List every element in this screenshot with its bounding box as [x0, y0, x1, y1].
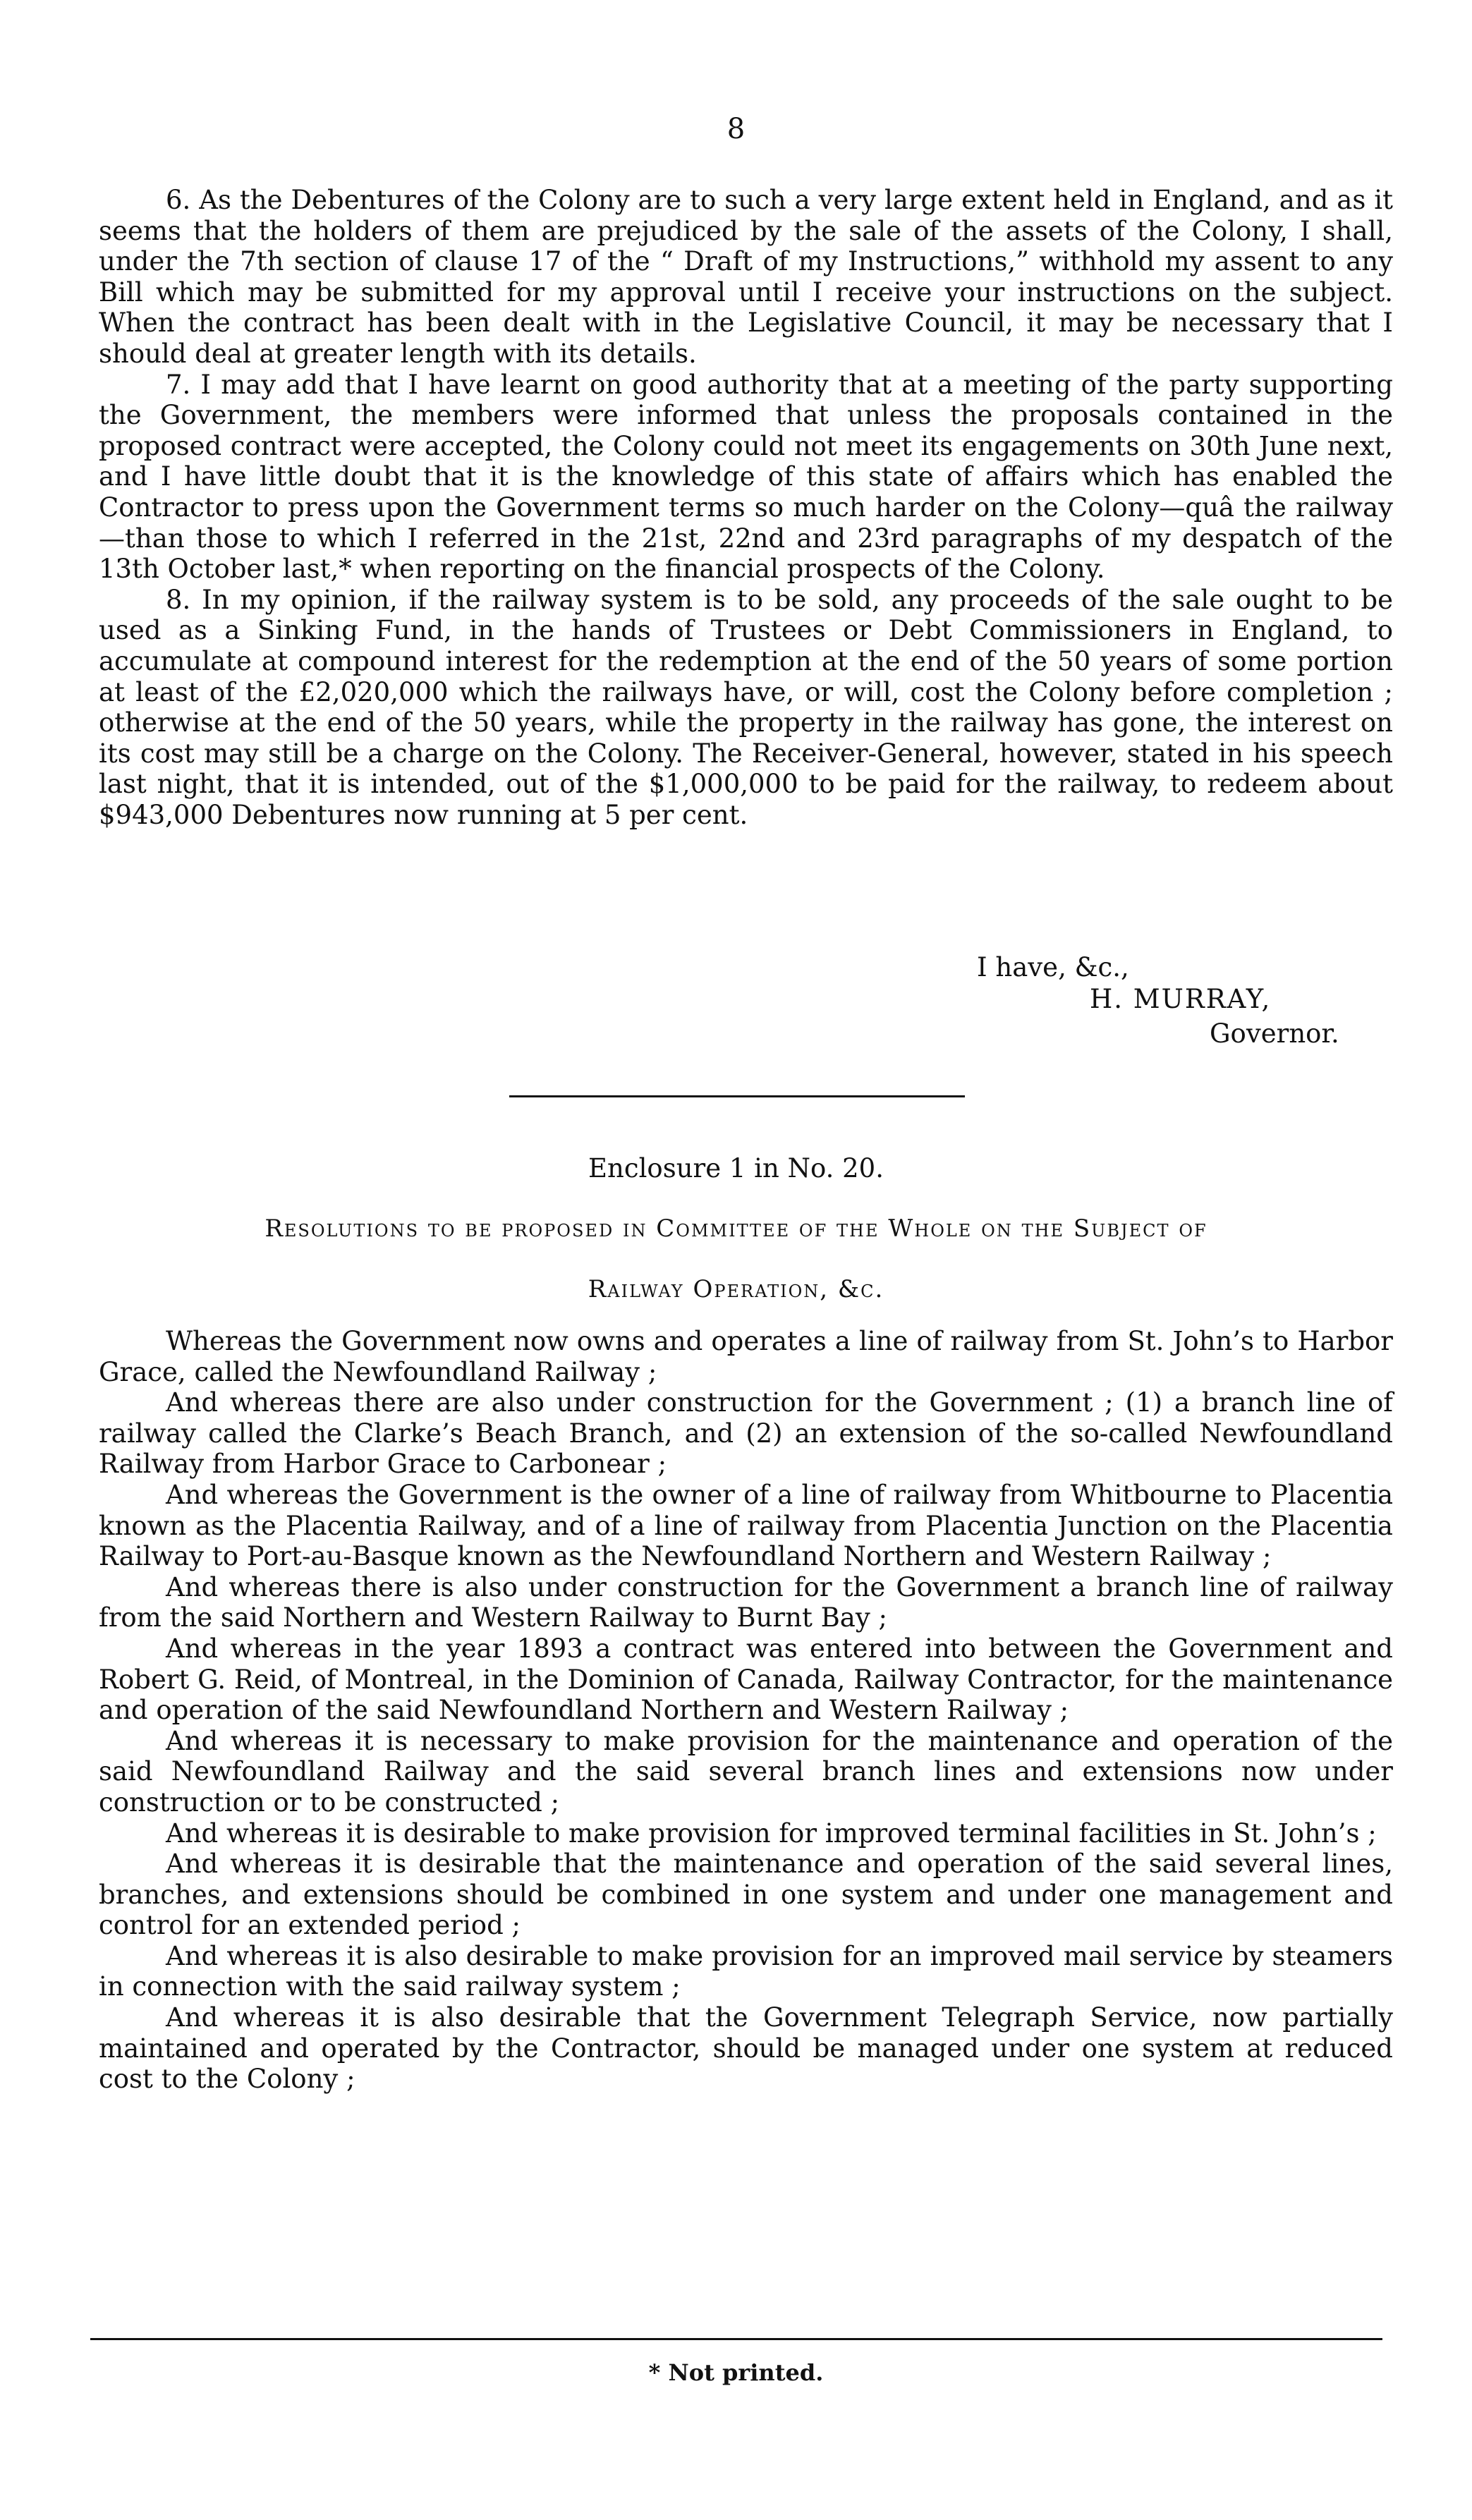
signatory-title: Governor. [1210, 1018, 1339, 1049]
page-number: 8 [726, 113, 746, 145]
resolution-paragraph: And whereas it is also desirable that the Government Telegraph Service, now partially maintained and operated by the Contractor, should be managed under one system at reduced cost to the Colony ; [99, 2002, 1393, 2095]
resolution-paragraph: And whereas in the year 1893 a contract was entered into between the Government and Robert G. Reid, of Montreal, in the Dominion of Canada, Railway Contractor, for the maintenance and operation of the said Newfoundland Northern and Western Railway ; [99, 1633, 1393, 1726]
paragraph-6: 6. As the Debentures of the Colony are to such a very large extent held in England, and as it seems that the holders of them are prejudiced by the sale of the assets of the Colony, I shall, under the 7th section of clause 17 of the “ Draft of my Instructions,” withhold my assent to any Bill which may be submitted for my approval until I receive your instructions on the subject. When the contract has been dealt with in the Legislative Council, it may be necessary that I should deal at greater length with its details. [99, 185, 1393, 369]
paragraph-8: 8. In my opinion, if the railway system is to be sold, any proceeds of the sale ought to be used as a Sinking Fund, in the hands of Trustees or Debt Commissioners in England, to accumulate at compound interest for the redemption at the end of the 50 years of some portion at least of the £2,020,000 which the railways have, or will, cost the Colony before completion ; otherwise at the end of the 50 years, while the property in the railway has gone, the interest on its cost may still be a charge on the Colony. The Receiver-General, however, stated in his speech last night, that it is intended, out of the $1,000,000 to be paid for the railway, to redeem about $943,000 Debentures now running at 5 per cent. [99, 584, 1393, 830]
section-divider [509, 1095, 965, 1097]
resolution-paragraph: And whereas it is desirable that the maintenance and operation of the said several lines, branches, and extensions should be combined in one system and under one management and control for an extended period ; [99, 1849, 1393, 1941]
valediction: I have, &c., [977, 952, 1129, 982]
paragraph-7: 7. I may add that I have learnt on good authority that at a meeting of the party supporting the Government, the members were informed that unless the proposals contained in the proposed contract were accepted, the Colony could not meet its engagements on 30th June next, and I have little doubt that it is the knowledge of this state of affairs which has enabled the Contractor to press upon the Government terms so much harder on the Colony—quâ the railway—than those to which I referred in the 21st, 22nd and 23rd paragraphs of my despatch of the 13th October last,* when reporting on the financial prospects of the Colony. [99, 369, 1393, 585]
signatory-name: H. MURRAY, [1090, 984, 1272, 1014]
resolution-paragraph: And whereas it is also desirable to make provision for an improved mail service by steamers in connection with the said railway system ; [99, 1940, 1393, 2002]
resolution-paragraph: Whereas the Government now owns and operates a line of railway from St. John’s to Harbor Grace, called the Newfoundland Railway ; [99, 1326, 1393, 1387]
resolutions-body [99, 1326, 1393, 2095]
footnote: * Not printed. [648, 2359, 824, 2386]
resolution-paragraph: And whereas it is necessary to make provision for the maintenance and operation of the said Newfoundland Railway and the said several branch lines and extensions now under construction or to be constructed ; [99, 1725, 1393, 1818]
resolution-paragraph: And whereas the Government is the owner of a line of railway from Whitbourne to Placentia known as the Placentia Railway, and of a line of railway from Placentia Junction on the Placentia Railway to Port-au-Basque known as the Newfoundland Northern and Western Railway ; [99, 1479, 1393, 1572]
enclosure-title: Enclosure 1 in No. 20. [588, 1153, 884, 1183]
resolution-paragraph: And whereas it is desirable to make provision for improved terminal facilities in St. John’s ; [166, 1818, 1377, 1849]
despatch-body [99, 185, 1393, 830]
resolution-paragraph: And whereas there are also under construction for the Government ; (1) a branch line of railway called the Clarke’s Beach Branch, and (2) an extension of the so-called Newfoundland Railway from Harbor Grace to Carbonear ; [99, 1387, 1393, 1480]
resolution-paragraph: And whereas there is also under construction for the Government a branch line of railway from the said Northern and Western Railway to Burnt Bay ; [99, 1571, 1393, 1633]
footnote-rule [90, 2338, 1382, 2340]
resolutions-heading-line-2: Railway Operation, &c. [588, 1275, 884, 1303]
resolutions-heading-line-1: Resolutions to be proposed in Committee of the Whole on the Subject of [264, 1215, 1208, 1243]
